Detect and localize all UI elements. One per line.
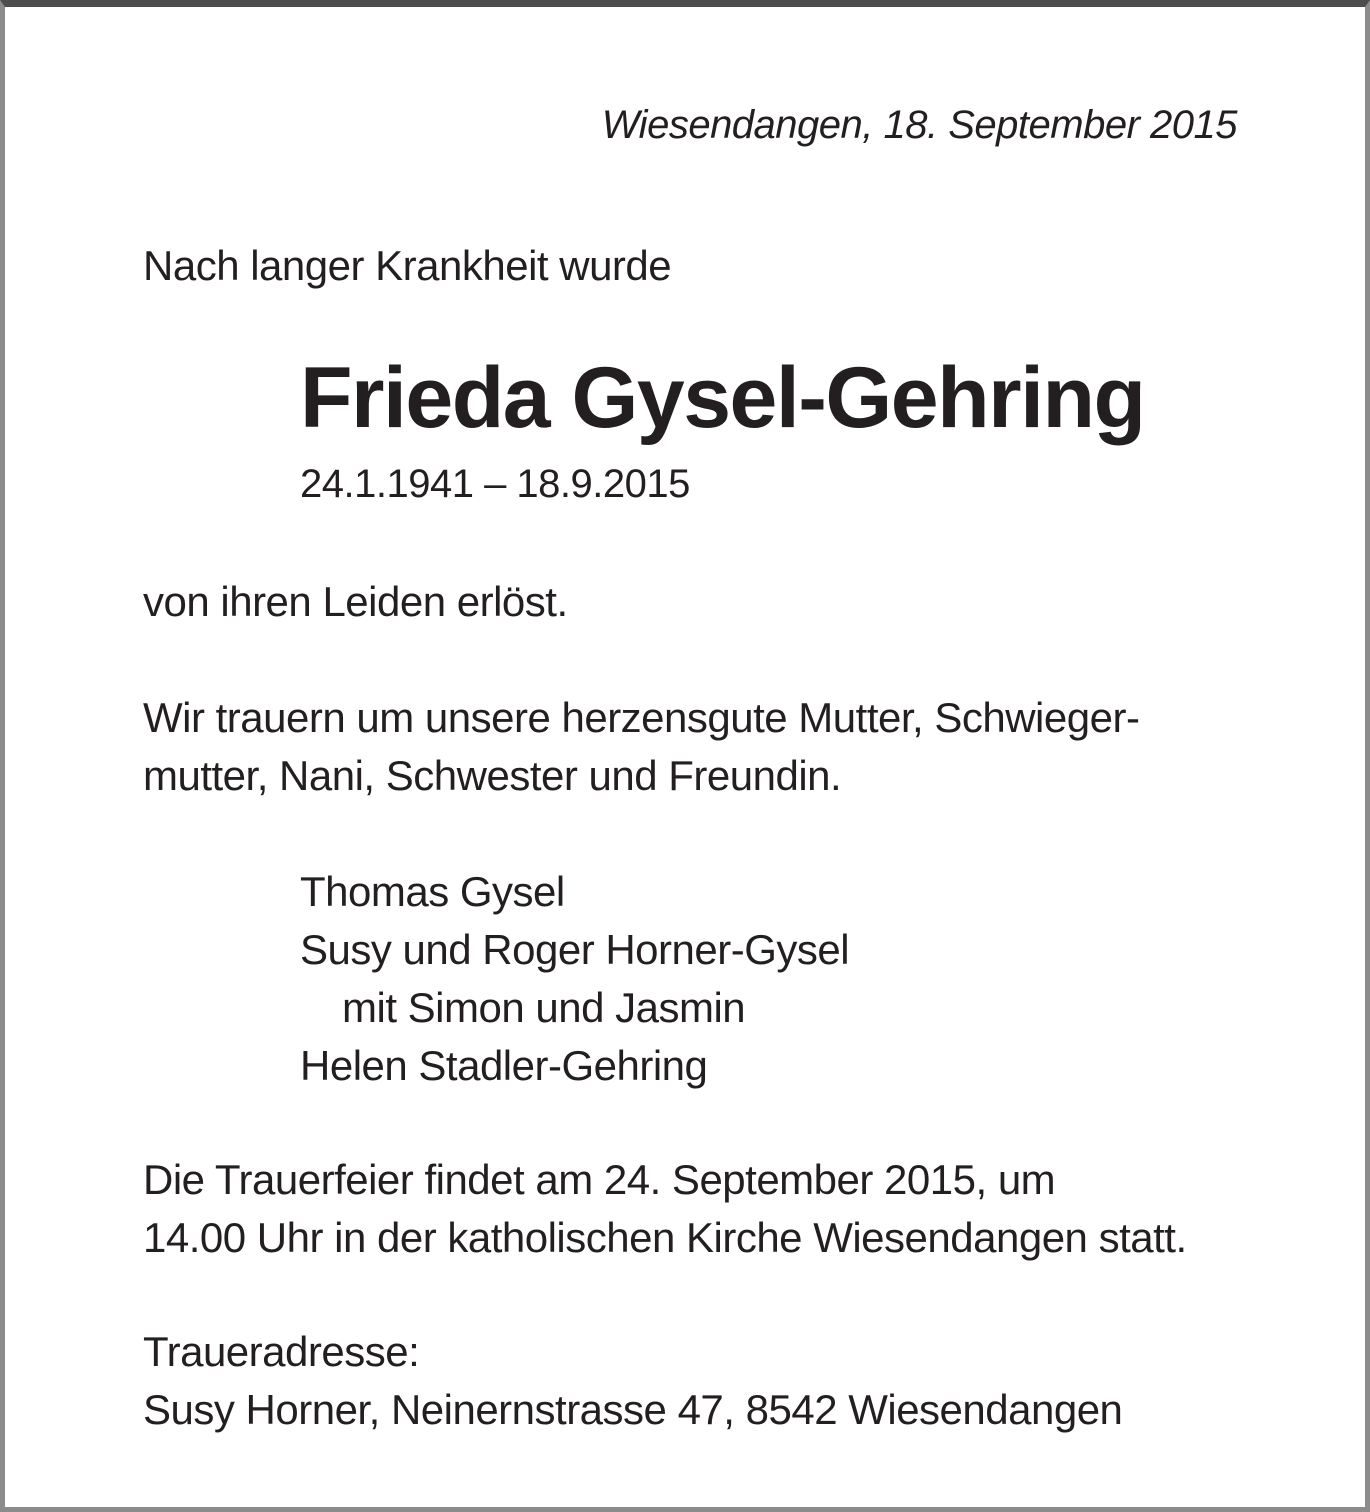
mourner-item: Thomas Gysel	[300, 868, 565, 915]
mourner-item: Helen Stadler-Gehring	[300, 1042, 708, 1089]
mourning-line-1: Wir trauern um unsere herzensgute Mutter, Schwieger-	[143, 694, 1140, 741]
mourning-address-block	[143, 1323, 1237, 1439]
deceased-block	[300, 349, 1237, 509]
dateline: Wiesendangen, 18. September 2015	[601, 103, 1237, 147]
service-line-2: 14.00 Uhr in der katholischen Kirche Wiesendangen statt.	[143, 1214, 1187, 1261]
mourning-address-label: Traueradresse:	[143, 1328, 420, 1375]
mourners-list	[143, 863, 1237, 1095]
mourner-item-grandchildren: mit Simon und Jasmin	[342, 984, 746, 1031]
life-dates: 24.1.1941 – 18.9.2015	[300, 462, 690, 506]
intro-text: Nach langer Krankheit wurde	[143, 242, 672, 289]
mourner-item: Susy und Roger Horner-Gysel	[300, 926, 850, 973]
service-line-1: Die Trauerfeier findet am 24. September 2015, um	[143, 1156, 1056, 1203]
funeral-service-paragraph	[143, 1151, 1237, 1267]
mourning-line-2: mutter, Nani, Schwester und Freundin.	[143, 752, 842, 799]
mourning-paragraph	[143, 689, 1237, 805]
mourning-address: Susy Horner, Neinernstrasse 47, 8542 Wiesendangen	[143, 1386, 1123, 1433]
released-text: von ihren Leiden erlöst.	[143, 578, 568, 625]
deceased-name: Frieda Gysel-Gehring	[300, 350, 1145, 446]
notice-content	[5, 7, 1365, 1507]
